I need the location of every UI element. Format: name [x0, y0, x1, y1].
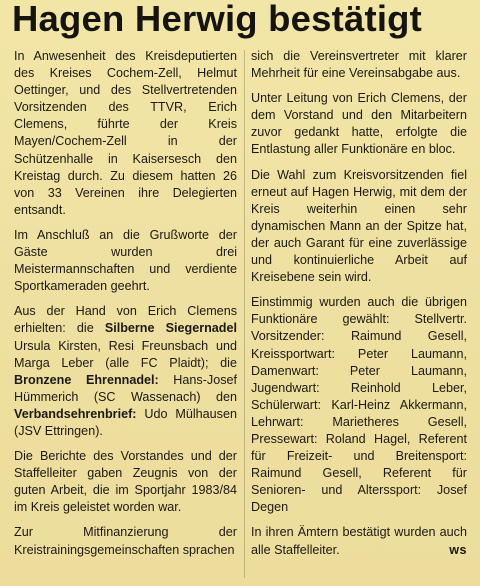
- bronze-pin-label: Bronzene Ehrennadel:: [14, 372, 159, 387]
- honor-letter-recipient: Udo Mülhausen (JSV Ettringen).: [14, 406, 237, 438]
- paragraph-financing: Zur Mitfinanzierung der Kreistrainingsgemeinschaften sprachen: [14, 525, 237, 557]
- author-signature: ws: [449, 542, 467, 557]
- paragraph-attendance: In Anwesenheit des Kreisdeputierten des Kreises Cochem-Zell, Helmut Oettinger, und des Stellvertretenden Vorsitzenden des TTVR, Erich Clemens, führte der Kreis Mayen/Cochem-Zell in der Schützenhalle in Kaisersesch den Kreistag durch. Zu diesem hatten 26 von 33 Vereinen ihre Delegierten entsandt.: [14, 49, 237, 217]
- paragraph-greetings: Im Anschluß an die Grußworte der Gäste wurden drei Meistermannschaften und verdiente Sportkameraden geehrt.: [14, 227, 237, 294]
- article-headline: Hagen Herwig bestätigt: [12, 0, 423, 39]
- paragraph-levy: sich die Vereinsvertreter mit klarer Mehrheit für eine Vereinsabgabe aus.: [251, 49, 467, 81]
- paragraph-reports: Die Berichte des Vorstandes und der Staffelleiter gaben Zeugnis von der guten Arbeit, die im Sportjahr 1983/84 im Kreis geleistet worden war.: [14, 449, 237, 515]
- silver-pin-recipients: Ursula Kirsten, Resi Freunsbach und Marga Leber (alle FC Plaidt); die: [14, 338, 237, 370]
- paragraph-discharge: Unter Leitung von Erich Clemens, der dem Vorstand und den Mitarbeitern zuvor gedankt hatte, erfolgte die Entlastung aller Funktionäre en bloc.: [251, 91, 467, 157]
- column-divider: [244, 50, 245, 578]
- honors-intro: Aus der Hand von Erich Clemens erhielten: die: [14, 304, 237, 336]
- paragraph-honors: [14, 303, 237, 440]
- paragraph-officials: Einstimmig wurden auch die übrigen Funktionäre gewählt: Stellvertr. Vorsitzender: Raimund Gesell, Kreissportwart: Peter Laumann, Damenwart: Peter Laumann, Jugendwart: Reinhold Leber, Schülerwart: Karl-Heinz Akkermann, Lehrwart: Marietheres Gesell, Pressewart: Roland Hagel, Referent für Freizeit- und Breitensport: Raimund Gesell, Referent für Senioren- und Alterssport: Josef Degen: [251, 295, 467, 515]
- bronze-pin-recipients: Hans-Josef Hümmerich (SC Wassenach) den: [14, 372, 237, 404]
- honor-letter-label: Verbandsehrenbrief:: [14, 406, 137, 421]
- silver-pin-label: Silberne Siegernadel: [104, 321, 237, 336]
- right-column: [251, 48, 467, 567]
- paragraph-confirmation: [251, 524, 467, 558]
- paragraph-election: Die Wahl zum Kreisvorsitzenden fiel erneut auf Hagen Herwig, mit dem der Kreis weiterhin einen sehr dynamischen Mann an der Spitze hat, der auch Garant für eine zuverlässige und kontinuierliche Arbeit auf Kreisebene sein wird.: [251, 167, 467, 285]
- confirmation-text: In ihren Ämtern bestätigt wurden auch alle Staffelleiter.: [251, 525, 467, 557]
- left-column: [14, 48, 237, 567]
